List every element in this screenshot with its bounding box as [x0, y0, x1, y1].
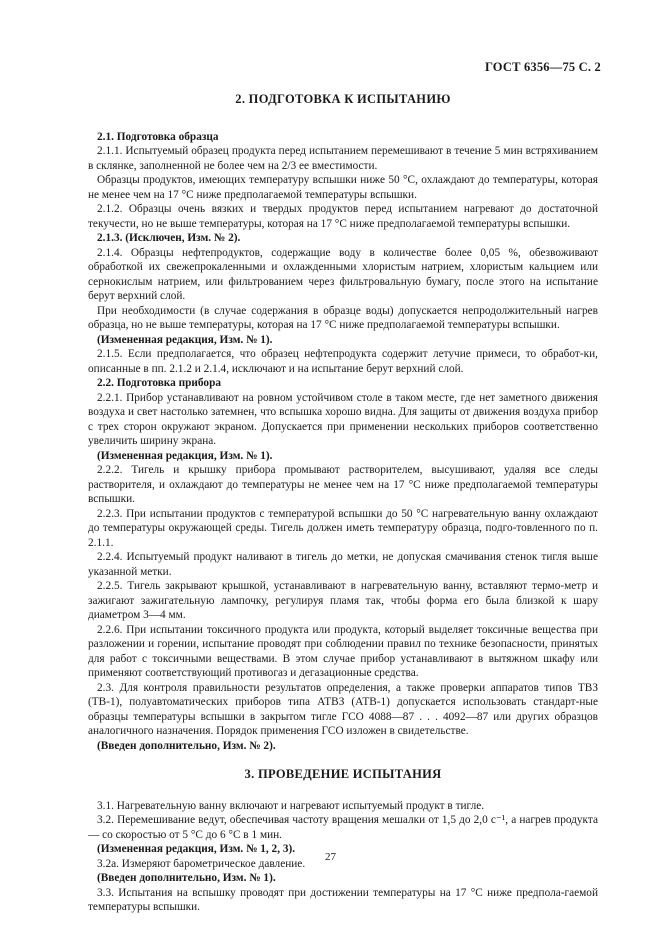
subsection-heading: 2.1. Подготовка образца — [97, 130, 219, 143]
document-body — [88, 92, 598, 915]
paragraph: 3.1. Нагревательную ванну включают и нагревают испытуемый продукт в тигле. — [97, 799, 485, 812]
paragraph: 2.1.2. Образцы очень вязких и твердых продуктов перед испытанием нагревают до достаточной текучести, но не выше температуры, которая на 17 °С ниже предполагаемой температуры вспышки. — [88, 203, 598, 230]
paragraph: 2.2.2. Тигель и крышку прибора промывают растворителем, высушивают, удаляя все следы растворителя, и охлаждают до температуры не менее чем на 17 °С ниже предполагаемой температуры вспышки. — [88, 464, 598, 505]
page-header: ГОСТ 6356—75 С. 2 — [484, 60, 601, 74]
section-3-title: 3. ПРОВЕДЕНИЕ ИСПЫТАНИЯ — [244, 767, 442, 781]
paragraph: 3.2. Перемешивание ведут, обеспечивая частоту вращения мешалки от 1,5 до 2,0 с⁻¹, а нагрев продукта — со скоростью от 5 °С до 6 °С в 1 мин. — [88, 814, 598, 841]
subsection-heading: 2.2. Подготовка прибора — [97, 377, 222, 389]
paragraph: Образцы продуктов, имеющих температуру вспышки ниже 50 °С, охлаждают до температуры, которая не менее чем на 17 °С ниже предполагаемой температуры вспышки. — [88, 174, 598, 201]
paragraph: 2.2.4. Испытуемый продукт наливают в тигель до метки, не допуская смачивания стенок тигля выше указанной метки. — [88, 551, 598, 578]
paragraph: 2.2.6. При испытании токсичного продукта или продукта, который выделяет токсичные вещества при разложении и горении, испытание проводят при соблюдении правил по технике безопасности, принятых для работ с токсичными веществами. В этом случае прибор устанавливают в вытяжном шкафу или применяют соответствующий противогаз и дегазационные средства. — [88, 623, 598, 679]
amendment-note: (Введен дополнительно, Изм. № 2). — [97, 739, 276, 752]
paragraph: 2.2.1. Прибор устанавливают на ровном устойчивом столе в таком месте, где нет заметного движения воздуха и свет настолько затемнен, что вспышка хорошо видна. Для защиты от движения воздуха прибор с трех сторон окружают экраном. Допускается при применении нескольких приборов соответственно увеличить ширину экрана. — [88, 391, 598, 447]
paragraph: 2.1.1. Испытуемый образец продукта перед испытанием перемешивают в течение 5 мин встряхиванием в склянке, заполненной не более чем на 2/3 ее вместимости. — [88, 145, 598, 172]
paragraph: 3.2а. Измеряют барометрическое давление. — [97, 857, 306, 870]
paragraph: 2.1.4. Образцы нефтепродуктов, содержащие воду в количестве более 0,05 %, обезвоживают обработкой их свежепрокаленными и охлажденными хлористым натрием, хлористым кальцием или сернокислым натрием, или фильтрованием через фильтровальную бумагу, после этого на испытание берут верхний слой. — [88, 246, 598, 302]
paragraph: 2.3. Для контроля правильности результатов определения, а также проверки аппаратов типов ТВЗ (ТВ-1), полуавтоматических приборов типа АТВЗ (АТВ-1) допускается использовать стандарт-ные образцы температуры вспышки в закрытом тигле ГСО 4088—87 . . . 4092—87 или других образцов аналогичного назначения. Порядок применения ГСО изложен в свидетельстве. — [88, 681, 598, 737]
amendment-note: (Введен дополнительно, Изм. № 1). — [97, 872, 276, 884]
paragraph: 3.3. Испытания на вспышку проводят при достижении температуры на 17 °С ниже предпола-гаемой температуры вспышки. — [88, 886, 598, 913]
page-number: 27 — [325, 851, 336, 863]
paragraph: 2.2.3. При испытании продуктов с температурой вспышки до 50 °С нагревательную ванну охлаждают до температуры окружающей среды. Тигель должен иметь температуру образца, подго-товленного по п. 2.1.1. — [88, 507, 598, 549]
amendment-note: (Измененная редакция, Изм. № 1). — [97, 449, 273, 462]
paragraph: 2.2.5. Тигель закрывают крышкой, устанавливают в нагревательную ванну, вставляют термо-метр и зажигают зажигательную лампочку, регулируя пламя так, чтобы форма его была близкой к шару диаметром 3—4 мм. — [88, 580, 598, 621]
amendment-note: (Измененная редакция, Изм. № 1). — [97, 333, 273, 346]
amendment-note: (Измененная редакция, Изм. № 1, 2, 3). — [97, 843, 296, 855]
paragraph: При необходимости (в случае содержания в образце воды) допускается непродолжительный нагрев образца, но не выше температуры, которая на 17 °С ниже предполагаемой температуры вспышки. — [88, 304, 598, 331]
amendment-note: 2.1.3. (Исключен, Изм. № 2). — [97, 232, 241, 244]
section-2-title: 2. ПОДГОТОВКА К ИСПЫТАНИЮ — [235, 92, 451, 106]
paragraph: 2.1.5. Если предполагается, что образец нефтепродукта содержит летучие примеси, то обработ-ки, описанные в пп. 2.1.2 и 2.1.4, исключают и на испытание берут верхний слой. — [88, 348, 598, 375]
